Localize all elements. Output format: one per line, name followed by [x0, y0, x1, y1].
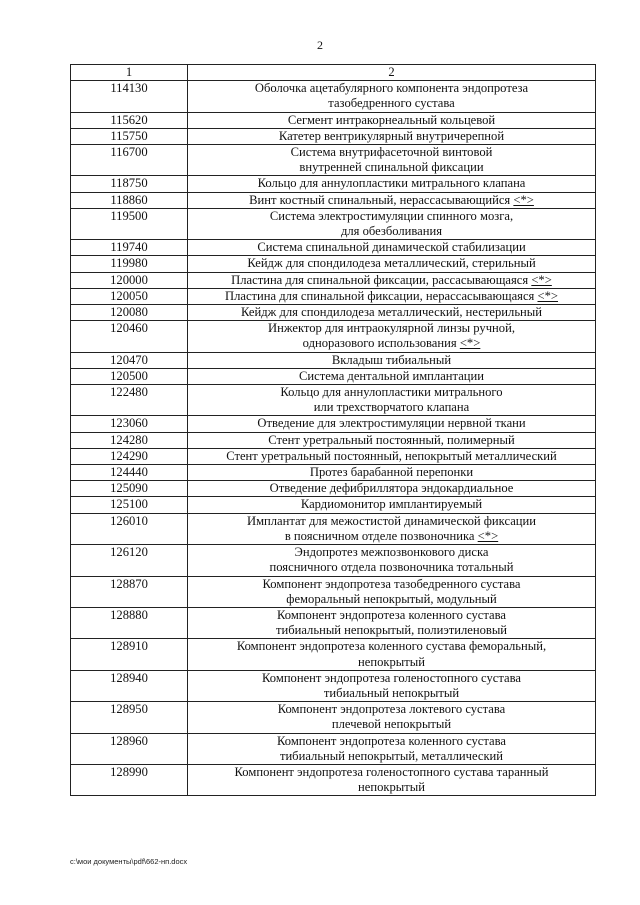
device-code: 126010 — [71, 513, 188, 544]
device-name: Отведение дефибриллятора эндокардиальное — [269, 481, 514, 496]
table-row — [71, 448, 596, 464]
table-row — [71, 288, 596, 304]
device-code: 115620 — [71, 112, 188, 128]
device-name: Катетер вентрикулярный внутричерепной — [278, 128, 505, 143]
device-code: 118750 — [71, 176, 188, 192]
device-name-cell — [188, 497, 596, 513]
device-code: 125090 — [71, 481, 188, 497]
device-code: 128950 — [71, 702, 188, 733]
device-name-cell — [188, 432, 596, 448]
device-name: Стент уретральный постоянный, полимерный — [268, 432, 515, 447]
device-name-cell — [188, 465, 596, 481]
table-header-row — [71, 65, 596, 81]
device-name-cell — [188, 368, 596, 384]
device-name: Протез барабанной перепонки — [309, 465, 474, 480]
device-name-cell — [188, 670, 596, 701]
device-name-cell — [188, 81, 596, 112]
table-row — [71, 208, 596, 239]
table-row — [71, 81, 596, 112]
device-code: 126120 — [71, 545, 188, 576]
device-code: 122480 — [71, 385, 188, 416]
device-name-cell — [188, 288, 596, 304]
device-code: 128880 — [71, 607, 188, 638]
device-name: Имплантат для межостистой динамической фиксации в поясничном отделе позвоночника — [246, 513, 537, 543]
device-name-cell — [188, 128, 596, 144]
device-name: Стент уретральный постоянный, непокрытый металлический — [226, 448, 557, 463]
table-row — [71, 702, 596, 733]
device-name: Кольцо для аннулопластики митрального клапана — [257, 176, 526, 191]
device-code: 119740 — [71, 240, 188, 256]
device-name-cell — [188, 448, 596, 464]
device-name-cell — [188, 145, 596, 176]
table-row — [71, 576, 596, 607]
device-name: Компонент эндопротеза коленного сустава тибиальный непокрытый, полиэтиленовый — [275, 607, 508, 638]
footer-file-path: c:\мои документы\pdf\662-нп.docx — [70, 857, 188, 866]
device-name-cell — [188, 112, 596, 128]
table-body — [71, 81, 596, 796]
device-name-cell — [188, 272, 596, 288]
column-header-2: 2 — [188, 65, 596, 81]
table-row — [71, 733, 596, 764]
device-name-cell — [188, 733, 596, 764]
device-name: Компонент эндопротеза тазобедренного сустава феморальный непокрытый, модульный — [262, 576, 521, 606]
device-name: Отведение для электростимуляции нервной ткани — [257, 416, 526, 431]
column-header-1: 1 — [71, 65, 188, 81]
device-name: Кардиомонитор имплантируемый — [300, 497, 483, 512]
device-name: Компонент эндопротеза локтевого сустава плечевой непокрытый — [277, 702, 506, 732]
footnote-reference-link[interactable]: <*> — [531, 272, 552, 287]
device-code: 120460 — [71, 321, 188, 352]
device-name-cell — [188, 192, 596, 208]
device-name-cell — [188, 256, 596, 272]
footnote-reference-link[interactable]: <*> — [459, 336, 481, 351]
device-code: 128990 — [71, 764, 188, 795]
device-code: 124290 — [71, 448, 188, 464]
device-name-cell — [188, 305, 596, 321]
footnote-reference-link[interactable]: <*> — [513, 192, 534, 207]
table-row — [71, 176, 596, 192]
device-name: Система внутрифасеточной винтовой внутренней спинальной фиксации — [290, 145, 493, 175]
device-name: Вкладыш тибиальный — [331, 352, 452, 367]
device-name: Компонент эндопротеза коленного сустава тибиальный непокрытый, металлический — [276, 733, 507, 763]
device-code: 124280 — [71, 432, 188, 448]
device-name: Пластина для спинальной фиксации, рассасывающаяся — [231, 272, 532, 287]
table-row — [71, 432, 596, 448]
table-row — [71, 545, 596, 576]
device-name-cell — [188, 639, 596, 670]
device-name-cell — [188, 607, 596, 638]
table-row — [71, 352, 596, 368]
table-row — [71, 305, 596, 321]
device-code: 120470 — [71, 352, 188, 368]
device-code: 119980 — [71, 256, 188, 272]
device-name-cell — [188, 764, 596, 795]
device-code: 125100 — [71, 497, 188, 513]
device-name-cell — [188, 176, 596, 192]
table-row — [71, 321, 596, 352]
table-row — [71, 764, 596, 795]
device-name-cell — [188, 240, 596, 256]
device-name-cell — [188, 321, 596, 352]
device-code: 128870 — [71, 576, 188, 607]
device-name-cell — [188, 513, 596, 544]
device-code: 118860 — [71, 192, 188, 208]
table-row — [71, 385, 596, 416]
table-row — [71, 240, 596, 256]
device-code: 115750 — [71, 128, 188, 144]
device-code: 119500 — [71, 208, 188, 239]
table-row — [71, 145, 596, 176]
device-code: 128940 — [71, 670, 188, 701]
device-name: Инжектор для интраокулярной линзы ручной, одноразового использования — [268, 321, 515, 351]
device-name: Оболочка ацетабулярного компонента эндопротеза тазобедренного сустава — [254, 81, 529, 111]
table-row — [71, 497, 596, 513]
device-name: Компонент эндопротеза голеностопного сустава таранный непокрытый — [234, 764, 549, 795]
device-name-cell — [188, 416, 596, 432]
table-row — [71, 513, 596, 544]
device-name: Компонент эндопротеза голеностопного сустава тибиальный непокрытый — [262, 670, 521, 700]
device-code: 114130 — [71, 81, 188, 112]
footnote-reference-link[interactable]: <*> — [537, 288, 559, 303]
device-name-cell — [188, 702, 596, 733]
table-row — [71, 416, 596, 432]
footnote-reference-link[interactable]: <*> — [477, 528, 499, 543]
device-name-cell — [188, 385, 596, 416]
device-code: 124440 — [71, 465, 188, 481]
device-code: 120000 — [71, 272, 188, 288]
page-number: 2 — [317, 38, 323, 52]
device-code: 120500 — [71, 368, 188, 384]
device-name-cell — [188, 352, 596, 368]
table-row — [71, 670, 596, 701]
device-code-table — [70, 64, 596, 796]
device-name: Система спинальной динамической стабилизации — [257, 240, 526, 255]
table-row — [71, 368, 596, 384]
device-name: Винт костный спинальный, нерассасывающийся — [249, 192, 514, 207]
device-name-cell — [188, 481, 596, 497]
device-name-cell — [188, 576, 596, 607]
device-code: 123060 — [71, 416, 188, 432]
table-row — [71, 192, 596, 208]
device-name-cell — [188, 545, 596, 576]
device-code: 120050 — [71, 288, 188, 304]
device-name: Кейдж для спондилодеза металлический, нестерильный — [240, 305, 542, 320]
device-name: Пластина для спинальной фиксации, нерассасывающаяся — [224, 288, 538, 303]
table-row — [71, 607, 596, 638]
device-name: Компонент эндопротеза коленного сустава феморальный, непокрытый — [236, 639, 547, 669]
device-code: 120080 — [71, 305, 188, 321]
device-name: Кейдж для спондилодеза металлический, стерильный — [247, 256, 536, 271]
table-row — [71, 112, 596, 128]
table-row — [71, 256, 596, 272]
table-row — [71, 272, 596, 288]
device-name: Сегмент интракорнеальный кольцевой — [287, 112, 496, 127]
device-code: 128910 — [71, 639, 188, 670]
table-row — [71, 481, 596, 497]
device-name-cell — [188, 208, 596, 239]
table-row — [71, 128, 596, 144]
table-row — [71, 465, 596, 481]
device-code: 128960 — [71, 733, 188, 764]
device-name: Система дентальной имплантации — [298, 368, 485, 383]
device-code: 116700 — [71, 145, 188, 176]
device-name: Эндопротез межпозвонкового диска поясничного отдела позвоночника тотальный — [269, 545, 514, 575]
table-row — [71, 639, 596, 670]
device-name: Кольцо для аннулопластики митрального или трехстворчатого клапана — [280, 385, 503, 415]
device-name: Система электростимуляции спинного мозга, для обезболивания — [269, 208, 514, 239]
